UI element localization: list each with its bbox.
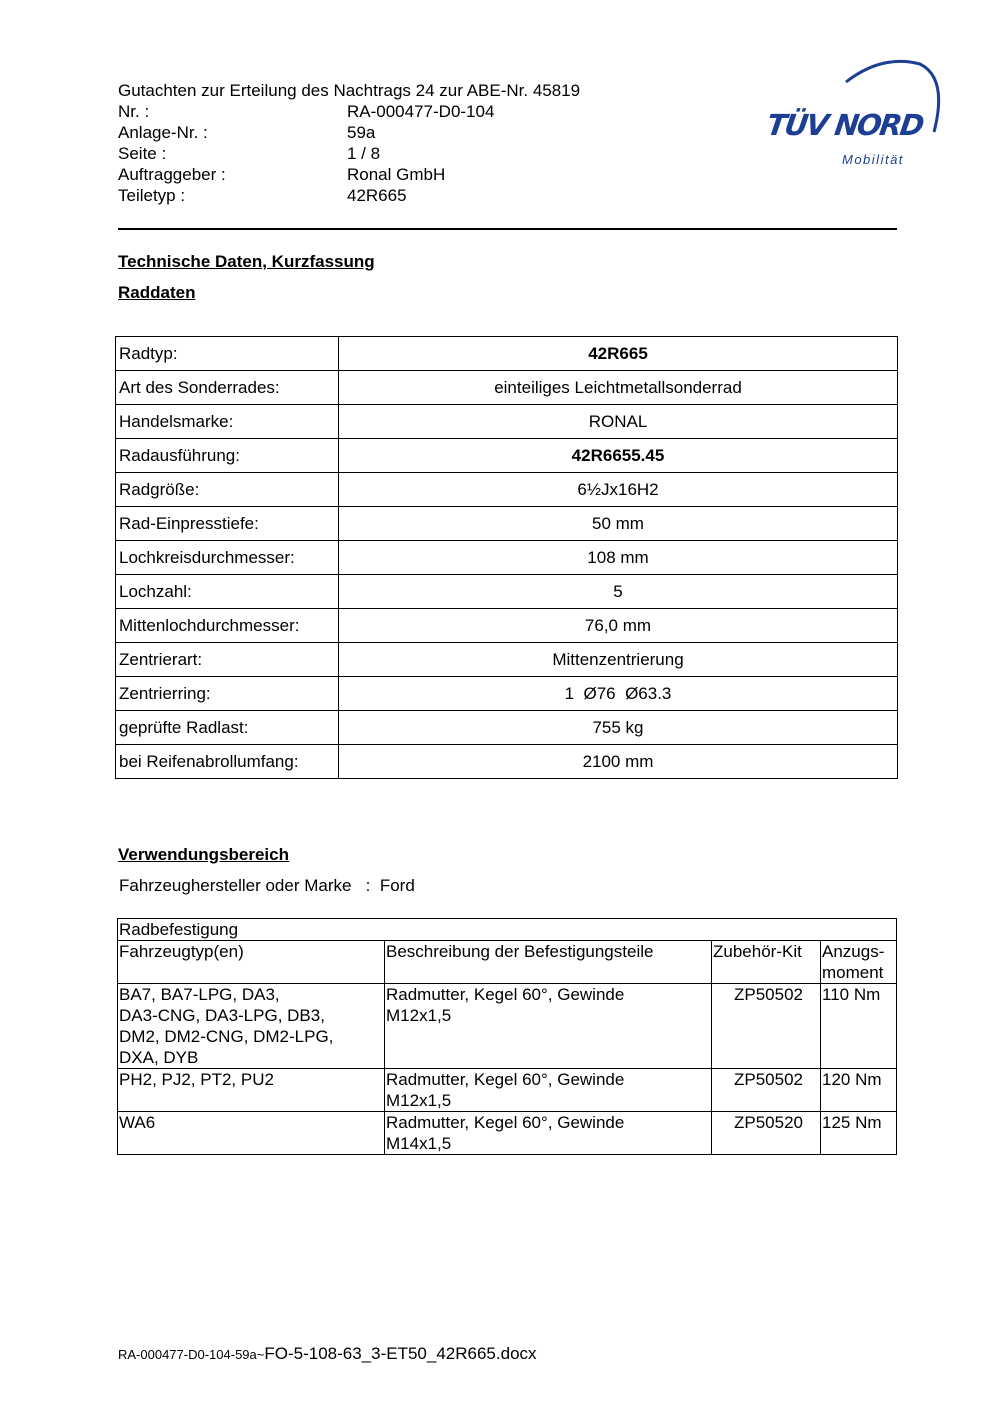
fahrzeugtypen-cell: WA6 bbox=[118, 1112, 385, 1155]
raddaten-label: Art des Sonderrades: bbox=[116, 371, 339, 405]
section-title-raddaten: Raddaten bbox=[118, 283, 196, 302]
raddaten-value: 76,0 mm bbox=[339, 609, 898, 643]
raddaten-value: 6½Jx16H2 bbox=[339, 473, 898, 507]
raddaten-label: Radgröße: bbox=[116, 473, 339, 507]
raddaten-label: Lochzahl: bbox=[116, 575, 339, 609]
anzugsmoment-cell: 120 Nm bbox=[821, 1069, 897, 1112]
maker-label: Fahrzeughersteller oder Marke bbox=[119, 876, 352, 895]
raddaten-value: 50 mm bbox=[339, 507, 898, 541]
raddaten-value: 42R6655.45 bbox=[339, 439, 898, 473]
raddaten-value: einteiliges Leichtmetallsonderrad bbox=[339, 371, 898, 405]
befestigung-row bbox=[118, 1112, 897, 1155]
raddaten-value: RONAL bbox=[339, 405, 898, 439]
fahrzeugtypen-cell: BA7, BA7-LPG, DA3, DA3-CNG, DA3-LPG, DB3, DM2, DM2-CNG, DM2-LPG, DXA, DYB bbox=[118, 984, 385, 1069]
raddaten-value: 1 Ø76 Ø63.3 bbox=[339, 677, 898, 711]
header-row-teiletyp: Teiletyp : 42R665 bbox=[118, 186, 407, 205]
document-header bbox=[118, 80, 580, 206]
header-row-seite: Seite : 1 / 8 bbox=[118, 144, 381, 163]
befestigung-row bbox=[118, 1069, 897, 1112]
header-zubehoer-kit: Zubehör-Kit bbox=[712, 941, 821, 984]
footer-small: RA-000477-D0-104-59a~ bbox=[118, 1347, 265, 1362]
anzugsmoment-cell: 125 Nm bbox=[821, 1112, 897, 1155]
raddaten-label: Mittenlochdurchmesser: bbox=[116, 609, 339, 643]
befestigung-table bbox=[117, 918, 897, 1155]
raddaten-row bbox=[116, 541, 898, 575]
raddaten-row bbox=[116, 371, 898, 405]
raddaten-label: Rad-Einpresstiefe: bbox=[116, 507, 339, 541]
raddaten-label: geprüfte Radlast: bbox=[116, 711, 339, 745]
document-title: Gutachten zur Erteilung des Nachtrags 24 zur ABE-Nr. 45819 bbox=[118, 81, 581, 100]
header-beschreibung: Beschreibung der Befestigungsteile bbox=[385, 941, 712, 984]
header-row-auftraggeber: Auftraggeber : Ronal GmbH bbox=[118, 165, 446, 184]
befestigung-title: Radbefestigung bbox=[118, 919, 897, 941]
raddaten-row bbox=[116, 405, 898, 439]
raddaten-label: Zentrierart: bbox=[116, 643, 339, 677]
maker-value: Ford bbox=[379, 876, 415, 895]
tuv-nord-logo bbox=[762, 58, 942, 170]
raddaten-label: bei Reifenabrollumfang: bbox=[116, 745, 339, 779]
beschreibung-cell: Radmutter, Kegel 60°, Gewinde M12x1,5 bbox=[385, 1069, 712, 1112]
raddaten-value: 5 bbox=[339, 575, 898, 609]
raddaten-row bbox=[116, 677, 898, 711]
raddaten-label: Radausführung: bbox=[116, 439, 339, 473]
header-row-nr: Nr. : RA-000477-D0-104 bbox=[118, 102, 495, 121]
anzugsmoment-cell: 110 Nm bbox=[821, 984, 897, 1069]
raddaten-row bbox=[116, 473, 898, 507]
fahrzeugtypen-cell: PH2, PJ2, PT2, PU2 bbox=[118, 1069, 385, 1112]
raddaten-value: Mittenzentrierung bbox=[339, 643, 898, 677]
beschreibung-cell: Radmutter, Kegel 60°, Gewinde M14x1,5 bbox=[385, 1112, 712, 1155]
header-divider bbox=[118, 228, 897, 230]
raddaten-row bbox=[116, 609, 898, 643]
raddaten-table bbox=[115, 336, 898, 779]
raddaten-label: Radtyp: bbox=[116, 337, 339, 371]
zubehoer-kit-cell: ZP50520 bbox=[712, 1112, 821, 1155]
zubehoer-kit-cell: ZP50502 bbox=[712, 984, 821, 1069]
raddaten-value: 755 kg bbox=[339, 711, 898, 745]
logo-wordmark: TÜV NORD bbox=[764, 108, 925, 142]
section-title-verwendung: Verwendungsbereich bbox=[118, 845, 289, 864]
section-title-tech: Technische Daten, Kurzfassung bbox=[118, 252, 375, 271]
befestigung-row bbox=[118, 984, 897, 1069]
maker-sep: : bbox=[365, 876, 371, 895]
raddaten-label: Lochkreisdurchmesser: bbox=[116, 541, 339, 575]
befestigung-title-row bbox=[118, 919, 897, 941]
raddaten-row bbox=[116, 507, 898, 541]
header-fahrzeugtyp: Fahrzeugtyp(en) bbox=[118, 941, 385, 984]
raddaten-label: Handelsmarke: bbox=[116, 405, 339, 439]
raddaten-row bbox=[116, 575, 898, 609]
raddaten-label: Zentrierring: bbox=[116, 677, 339, 711]
zubehoer-kit-cell: ZP50502 bbox=[712, 1069, 821, 1112]
beschreibung-cell: Radmutter, Kegel 60°, Gewinde M12x1,5 bbox=[385, 984, 712, 1069]
raddaten-row bbox=[116, 745, 898, 779]
raddaten-value: 2100 mm bbox=[339, 745, 898, 779]
page-footer bbox=[118, 1344, 537, 1364]
logo-subtitle: Mobilität bbox=[842, 152, 904, 167]
raddaten-value: 42R665 bbox=[339, 337, 898, 371]
footer-filename: FO-5-108-63_3-ET50_42R665.docx bbox=[264, 1344, 537, 1363]
header-anzugsmoment: Anzugs- moment bbox=[821, 941, 897, 984]
header-row-anlage: Anlage-Nr. : 59a bbox=[118, 123, 376, 142]
raddaten-row bbox=[116, 711, 898, 745]
raddaten-row bbox=[116, 439, 898, 473]
raddaten-value: 108 mm bbox=[339, 541, 898, 575]
maker-line bbox=[119, 876, 415, 896]
raddaten-row bbox=[116, 643, 898, 677]
raddaten-row bbox=[116, 337, 898, 371]
befestigung-header-row bbox=[118, 941, 897, 984]
